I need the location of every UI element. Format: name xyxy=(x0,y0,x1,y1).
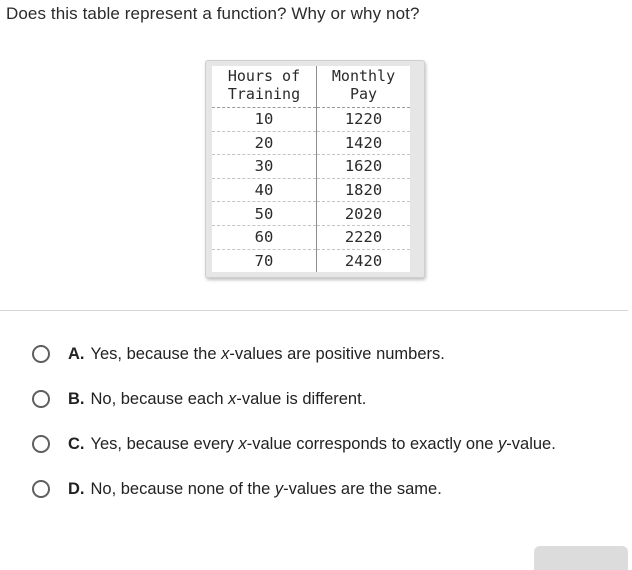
table-cell: 50 xyxy=(212,202,317,226)
option-a[interactable] xyxy=(32,341,445,367)
question-text: Does this table represent a function? Why or why not? xyxy=(6,4,420,23)
data-table xyxy=(212,66,410,272)
table-cell: 60 xyxy=(212,225,317,249)
option-d[interactable] xyxy=(32,476,442,502)
next-button[interactable] xyxy=(534,546,628,570)
table-row xyxy=(212,202,410,226)
table-cell: 1620 xyxy=(317,155,411,179)
option-letter: C. xyxy=(68,434,85,453)
table-row xyxy=(212,178,410,202)
table-cell: 1820 xyxy=(317,178,411,202)
option-text: No, because each x-value is different. xyxy=(90,389,367,408)
option-letter: A. xyxy=(68,344,85,363)
option-text: Yes, because every x-value corresponds to exactly one y-value. xyxy=(90,434,556,453)
option-b[interactable] xyxy=(32,386,366,412)
table-row xyxy=(212,131,410,155)
table-cell: 30 xyxy=(212,155,317,179)
table-cell: 40 xyxy=(212,178,317,202)
header-monthly-pay: Monthly Pay xyxy=(317,66,411,108)
section-divider xyxy=(0,310,628,311)
table-cell: 2420 xyxy=(344,251,383,270)
table-cell: 70 xyxy=(212,249,317,272)
option-letter: D. xyxy=(68,479,85,498)
table-cell: 10 xyxy=(212,108,317,132)
data-table-image xyxy=(205,60,425,278)
header-hours-of-training: Hours of Training xyxy=(212,66,317,108)
table-header-row xyxy=(212,66,410,108)
radio-button-icon[interactable] xyxy=(32,435,50,453)
table-cell: 1220 xyxy=(317,108,411,132)
radio-button-icon[interactable] xyxy=(32,390,50,408)
option-text: No, because none of the y-values are the same. xyxy=(90,479,442,498)
table-cell: 20 xyxy=(212,131,317,155)
option-letter: B. xyxy=(68,389,85,408)
table-cell: 2220 xyxy=(317,225,411,249)
table-row xyxy=(212,225,410,249)
radio-button-icon[interactable] xyxy=(32,480,50,498)
option-c[interactable] xyxy=(32,431,556,457)
option-text: Yes, because the x-values are positive numbers. xyxy=(90,344,445,363)
table-row xyxy=(212,249,410,272)
table-row xyxy=(212,108,410,132)
table-cell: 2020 xyxy=(317,202,411,226)
table-row xyxy=(212,155,410,179)
radio-button-icon[interactable] xyxy=(32,345,50,363)
table-cell: 1420 xyxy=(317,131,411,155)
